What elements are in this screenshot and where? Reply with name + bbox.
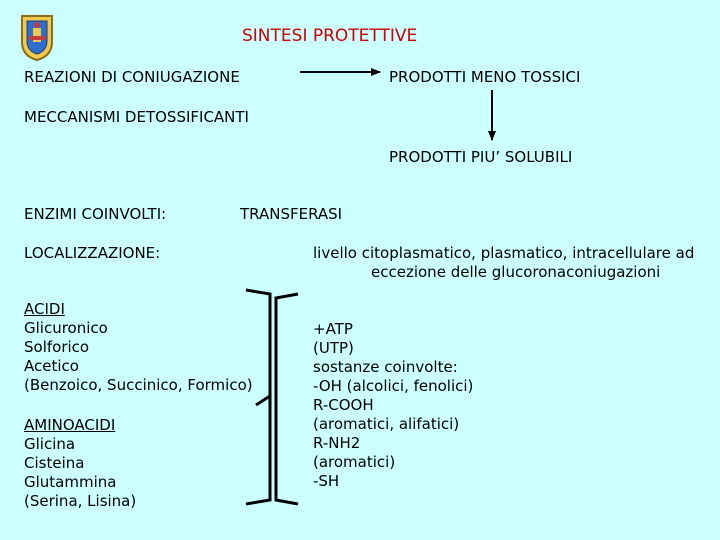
detail-item: +ATP <box>313 320 353 338</box>
page-title: SINTESI PROTETTIVE <box>242 26 418 46</box>
aminoacid-item: Cisteina <box>24 454 85 472</box>
localization-line-2: eccezione delle glucoronaconiugazioni <box>371 263 661 281</box>
enzymes-label: ENZIMI COINVOLTI: <box>24 205 167 223</box>
detail-item: R-NH2 <box>313 434 361 452</box>
mechanisms-label: MECCANISMI DETOSSIFICANTI <box>24 108 249 126</box>
acids-heading: ACIDI <box>24 300 65 318</box>
detail-item: (aromatici) <box>313 453 396 471</box>
aminoacid-item: Glicina <box>24 435 76 453</box>
acid-item: Acetico <box>24 357 79 375</box>
localization-line-1: livello citoplasmatico, plasmatico, intracellulare ad <box>313 244 695 262</box>
aminoacid-item: Glutammina <box>24 473 117 491</box>
detail-item: (UTP) <box>313 339 354 357</box>
bracket-connector <box>256 396 270 405</box>
less-toxic-label: PRODOTTI MENO TOSSICI <box>389 68 581 86</box>
localization-label: LOCALIZZAZIONE: <box>24 244 161 262</box>
acid-item: Glicuronico <box>24 319 108 337</box>
more-soluble-label: PRODOTTI PIU’ SOLUBILI <box>389 148 573 166</box>
reactions-label: REAZIONI DI CONIUGAZIONE <box>24 68 240 86</box>
right-bracket <box>276 294 298 504</box>
detail-item: -OH (alcolici, fenolici) <box>313 377 474 395</box>
detail-item: (aromatici, alifatici) <box>313 415 460 433</box>
acid-item: Solforico <box>24 338 90 356</box>
detail-item: -SH <box>313 472 340 490</box>
aminoacid-item: (Serina, Lisina) <box>24 492 137 510</box>
detail-item: sostanze coinvolte: <box>313 358 458 376</box>
enzymes-value: TRANSFERASI <box>240 205 343 223</box>
detail-item: R-COOH <box>313 396 374 414</box>
acid-item: (Benzoico, Succinico, Formico) <box>24 376 253 394</box>
aminoacids-heading: AMINOACIDI <box>24 416 116 434</box>
